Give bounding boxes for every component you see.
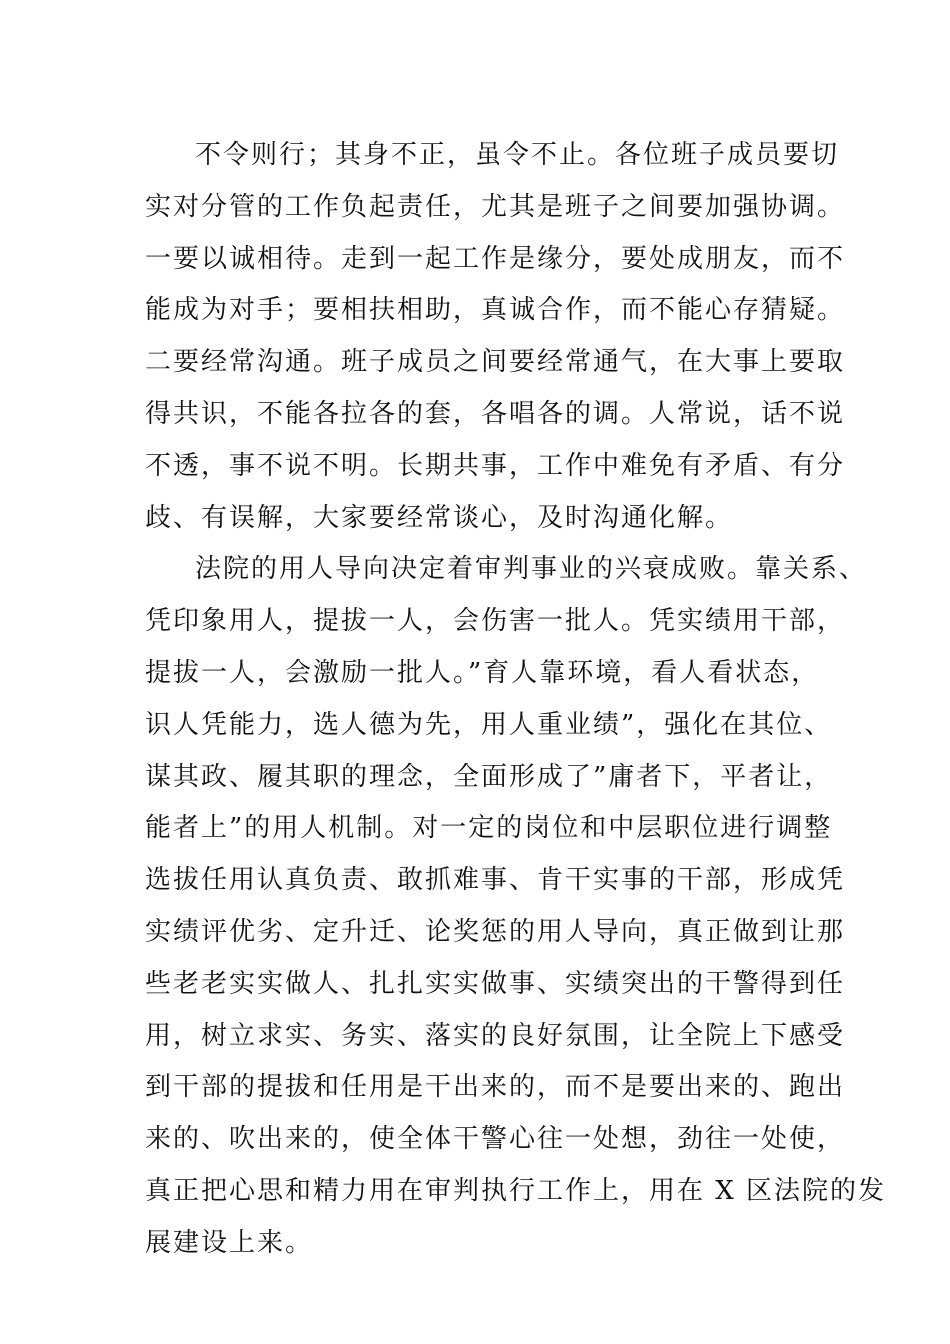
paragraph-1-line-3: 一要以诚相待。走到一起工作是缘分，要处成朋友，而不 <box>145 243 846 274</box>
paragraph-2-line-3: 提拔一人，会激励一批人。”育人靠环境，看人看状态， <box>145 657 820 688</box>
paragraph-1-line-4: 能成为对手；要相扶相助，真诚合作，而不能心存猜疑。 <box>145 295 846 326</box>
paragraph-1-line-2: 实对分管的工作负起责任，尤其是班子之间要加强协调。 <box>145 191 846 222</box>
paragraph-1-line-8: 歧、有误解，大家要经常谈心，及时沟通化解。 <box>145 502 734 533</box>
paragraph-2-line-2: 凭印象用人，提拔一人，会伤害一批人。凭实绩用干部， <box>145 606 846 637</box>
paragraph-2-line-9: 些老老实实做人、扎扎实实做事、实绩突出的干警得到任 <box>145 968 846 999</box>
paragraph-1-line-6: 得共识，不能各拉各的套，各唱各的调。人常说，话不说 <box>145 398 846 429</box>
paragraph-2-line-6: 能者上”的用人机制。对一定的岗位和中层职位进行调整 <box>145 813 833 844</box>
paragraph-2-line-14: 展建设上来。 <box>145 1227 314 1258</box>
paragraph-1-line-5: 二要经常沟通。班子成员之间要经常通气，在大事上要取 <box>145 347 846 378</box>
paragraph-2-line-13: 真正把心思和精力用在审判执行工作上，用在 X 区法院的发 <box>145 1175 887 1206</box>
paragraph-2-line-11: 到干部的提拔和任用是干出来的，而不是要出来的、跑出 <box>145 1072 846 1103</box>
paragraph-1-line-1: 不令则行；其身不正，虽令不止。各位班子成员要切 <box>195 140 840 170</box>
document-body <box>145 130 887 1270</box>
paragraph-2-line-10: 用，树立求实、务实、落实的良好氛围，让全院上下感受 <box>145 1020 846 1051</box>
paragraph-2-line-7: 选拔任用认真负责、敢抓难事、肯干实事的干部，形成凭 <box>145 865 846 896</box>
paragraph-2-line-5: 谋其政、履其职的理念，全面形成了”庸者下，平者让， <box>145 761 833 792</box>
paragraph-2-line-4: 识人凭能力，选人德为先，用人重业绩”，强化在其位、 <box>145 709 833 740</box>
paragraph-2-line-1: 法院的用人导向决定着审判事业的兴衰成败。靠关系、 <box>195 554 868 585</box>
paragraph-2-line-12: 来的、吹出来的，使全体干警心往一处想，劲往一处使， <box>145 1124 846 1155</box>
paragraph-1-line-7: 不透，事不说不明。长期共事，工作中难免有矛盾、有分 <box>145 450 846 481</box>
paragraph-2-line-8: 实绩评优劣、定升迁、论奖惩的用人导向，真正做到让那 <box>145 916 846 947</box>
